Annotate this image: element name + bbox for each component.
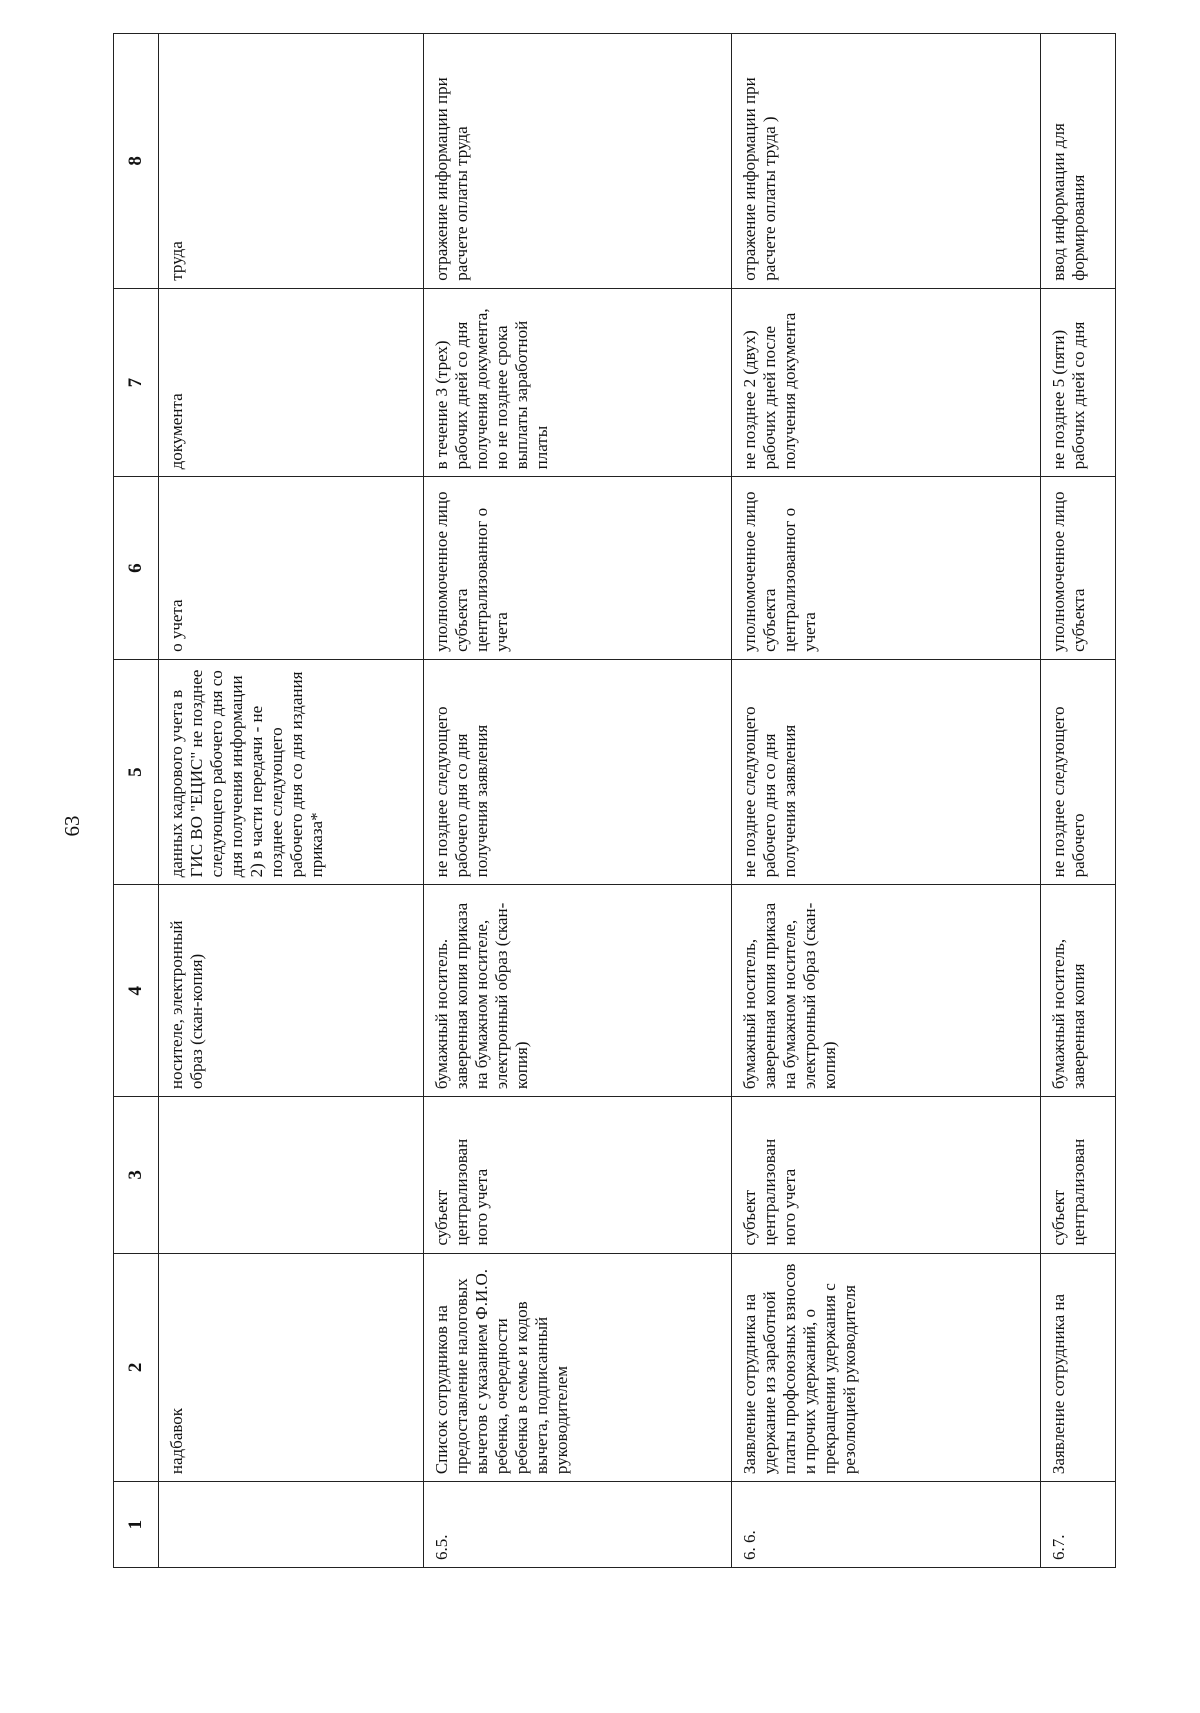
column-header: 2 (114, 1253, 159, 1482)
purpose-cell: отражение информации при расчете оплаты труда ) (732, 34, 1041, 289)
processing-deadline-cell: в течение 3 (трех) рабочих дней со дня получения документа, но не позднее срока выплаты заработной платы (424, 288, 732, 477)
column-header: 8 (114, 34, 159, 289)
submission-deadline-cell: не позднее следующего рабочего дня со дня получения заявления (424, 659, 732, 884)
receiver-cell: уполномоченное лицо субъекта централизованног о учета (424, 477, 732, 660)
column-header: 7 (114, 288, 159, 477)
responsible-party-cell (159, 1097, 424, 1253)
table-row (1041, 34, 1116, 1568)
row-number-cell: 6. 6. (732, 1482, 1041, 1568)
processing-deadline-cell: не позднее 5 (пяти) рабочих дней со дня (1041, 288, 1116, 477)
column-header: 1 (114, 1482, 159, 1568)
column-header: 6 (114, 477, 159, 660)
regulation-table (113, 33, 1116, 1568)
document-form-cell: бумажный носитель. заверенная копия приказа на бумажном носителе, электронный образ (скан-копия) (424, 885, 732, 1097)
table-row (732, 34, 1041, 1568)
document-form-cell: носителе, электронный образ (скан-копия) (159, 885, 424, 1097)
responsible-party-cell: субъект централизован (1041, 1097, 1116, 1253)
receiver-cell: уполномоченное лицо субъекта централизованног о учета (732, 477, 1041, 660)
purpose-cell: отражение информации при расчете оплаты труда (424, 34, 732, 289)
row-number-cell: 6.7. (1041, 1482, 1116, 1568)
document-form-cell: бумажный носитель, заверенная копия приказа на бумажном носителе, электронный образ (скан-копия) (732, 885, 1041, 1097)
table-row (424, 34, 732, 1568)
document-form-cell: бумажный носитель, заверенная копия (1041, 885, 1116, 1097)
row-number-cell (159, 1482, 424, 1568)
rotated-table-container (113, 33, 1103, 1568)
responsible-party-cell: субъект централизован ного учета (424, 1097, 732, 1253)
document-name-cell: Заявление сотрудника на (1041, 1253, 1116, 1482)
column-header: 5 (114, 659, 159, 884)
page-number: 63 (60, 815, 84, 837)
header-row (114, 34, 159, 1568)
row-number-cell: 6.5. (424, 1482, 732, 1568)
document-name-cell: Список сотрудников на предоставление налоговых вычетов с указанием Ф.И.О. ребенка, очередности ребенка в семье и кодов вычета, подписанный руководителем (424, 1253, 732, 1482)
purpose-cell: труда (159, 34, 424, 289)
document-name-cell: надбавок (159, 1253, 424, 1482)
document-name-cell: Заявление сотрудника на удержание из заработной платы профсоюзных взносов и прочих удержаний, о прекращении удержания с резолюцией руководителя (732, 1253, 1041, 1482)
responsible-party-cell: субъект централизован ного учета (732, 1097, 1041, 1253)
processing-deadline-cell: не позднее 2 (двух) рабочих дней после получения документа (732, 288, 1041, 477)
column-header: 4 (114, 885, 159, 1097)
purpose-cell: ввод информации для формирования (1041, 34, 1116, 289)
submission-deadline-cell: не позднее следующего рабочего (1041, 659, 1116, 884)
submission-deadline-cell: данных кадрового учета в ГИС ВО "ЕЦИС" не позднее следующего рабочего дня со дня получения информации 2) в части передачи - не позднее следующего рабочего дня со дня издания приказа* (159, 659, 424, 884)
submission-deadline-cell: не позднее следующего рабочего дня со дня получения заявления (732, 659, 1041, 884)
column-header: 3 (114, 1097, 159, 1253)
receiver-cell: о учета (159, 477, 424, 660)
processing-deadline-cell: документа (159, 288, 424, 477)
table-row (159, 34, 424, 1568)
receiver-cell: уполномоченное лицо субъекта (1041, 477, 1116, 660)
